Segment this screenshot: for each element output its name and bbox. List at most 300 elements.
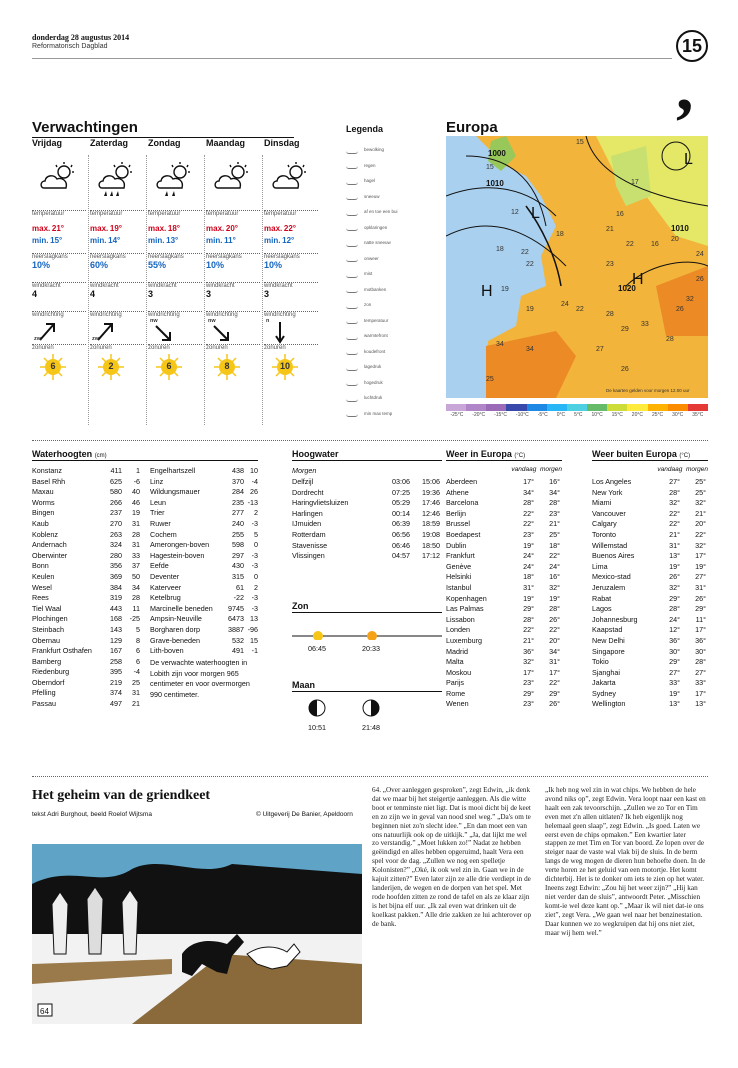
row-value: -3 [251, 561, 258, 571]
row-value: 18:50 [422, 540, 440, 550]
row-name: Stavenisse [292, 540, 328, 550]
row-value: 16° [549, 477, 560, 486]
table-row [150, 625, 258, 636]
scale-label: 10°C [591, 412, 603, 418]
legend-label: warmtefront [364, 333, 388, 339]
row-name: Berlijn [446, 508, 466, 518]
row-value: 19° [549, 593, 560, 603]
legend-symbol-icon [346, 378, 358, 386]
temp-label: temperatuur [148, 211, 181, 217]
row-value: 31° [549, 657, 560, 667]
row-value: 18:59 [422, 519, 440, 529]
row-value: 16° [549, 572, 560, 582]
table-row [592, 551, 706, 562]
legend-label: hogedruk [364, 379, 383, 385]
row-value: 32° [523, 657, 534, 667]
table-row [592, 625, 706, 636]
table-row [32, 540, 140, 551]
row-value: 31° [669, 540, 680, 550]
wind-label: windkracht [148, 283, 177, 289]
wind-label: windkracht [206, 283, 235, 289]
scale-swatch [486, 404, 506, 411]
legend-item [346, 173, 428, 189]
max-temp: 22° [283, 224, 297, 233]
row-name: Lagos [592, 604, 612, 614]
wind-arrow-box [206, 318, 260, 344]
table-row [150, 614, 258, 625]
row-name: Plochingen [32, 614, 68, 624]
day-name: Dinsdag [264, 138, 300, 148]
row-value: 26° [549, 699, 560, 709]
row-value: 28° [669, 487, 680, 497]
row-value: 2 [254, 508, 258, 518]
city-temperature: 26 [676, 306, 684, 313]
winddir-label: windrichting [90, 312, 122, 318]
city-temperature: 17 [631, 179, 639, 186]
table-row [446, 647, 560, 658]
table-row [446, 551, 560, 562]
row-value: 28° [695, 657, 706, 667]
sun-hours-label: zonuren [206, 345, 228, 351]
legend-symbol-icon [346, 301, 358, 309]
scale-label: 25°C [651, 412, 664, 418]
issue-date: donderdag 28 augustus 2014 [32, 33, 130, 42]
water-table-left [32, 466, 140, 710]
row-value: 497 [110, 699, 122, 709]
table-row [32, 487, 140, 498]
row-value: 129 [110, 635, 122, 645]
min-temp-row [148, 236, 202, 245]
table-row [32, 519, 140, 530]
table-row [32, 561, 140, 572]
table-row [32, 466, 140, 477]
row-value: 18° [549, 540, 560, 550]
sun-hours: 6 [166, 361, 172, 371]
row-value: 05:29 [392, 498, 410, 508]
row-value: 25° [695, 487, 706, 497]
table-row [150, 572, 258, 583]
row-value: 29° [669, 657, 680, 667]
row-value: 625 [110, 476, 122, 486]
table-row [592, 572, 706, 583]
min-temp-row [206, 236, 260, 245]
europe-col-headers [446, 466, 562, 473]
table-row [592, 657, 706, 668]
row-name: Frankfurt Osthafen [32, 646, 92, 656]
wind-force: 3 [148, 289, 154, 299]
city-temperature: 15 [486, 164, 494, 171]
row-value: 5 [136, 624, 140, 634]
city-temperature: 16 [616, 211, 624, 218]
table-row [32, 625, 140, 636]
story-copyright: © Uitgeverij De Banier, Apeldoorn [256, 811, 353, 818]
row-value: 28° [669, 604, 680, 614]
row-value: 34° [523, 487, 534, 497]
row-value: 26° [669, 572, 680, 582]
table-row [32, 508, 140, 519]
row-value: 491 [232, 646, 244, 656]
table-row [446, 625, 560, 636]
min-temp: 11° [224, 236, 236, 245]
high-pressure-marker: H [632, 271, 644, 288]
row-value: 443 [110, 603, 122, 613]
row-value: 20° [549, 635, 560, 645]
legend-item [346, 235, 428, 251]
row-value: 21° [695, 508, 706, 518]
scale-swatch [668, 404, 688, 411]
scale-swatch [688, 404, 708, 411]
table-row [32, 699, 140, 710]
table-row [592, 583, 706, 594]
table-row [32, 572, 140, 583]
table-row [592, 498, 706, 509]
row-value: 04:57 [392, 551, 410, 561]
row-value: 19:08 [422, 529, 440, 539]
max-temp-row [32, 224, 86, 233]
isobar-label: 1020 [618, 284, 636, 293]
city-temperature: 12 [511, 209, 519, 216]
legend-item [346, 282, 428, 298]
table-row [150, 646, 258, 657]
row-value: 40 [132, 487, 140, 497]
row-name: Bonn [32, 561, 49, 571]
city-temperature: 15 [576, 139, 584, 146]
scale-label: 20°C [631, 412, 643, 418]
table-row [592, 562, 706, 573]
row-name: Lissabon [446, 614, 475, 624]
col-today: vandaag [657, 466, 683, 473]
legend-label: opklaringen [364, 224, 388, 230]
row-name: Haringvlietsluizen [292, 498, 349, 508]
legend-list [346, 142, 428, 421]
row-value: 17° [695, 688, 706, 698]
row-name: Eefde [150, 561, 169, 571]
sun-rule [292, 612, 442, 613]
legend-symbol-icon [346, 363, 358, 371]
row-value: 21 [132, 699, 140, 709]
max-label: max. [264, 224, 283, 233]
row-value: 580 [110, 487, 122, 497]
row-name: Koblenz [32, 529, 58, 539]
row-value: 8 [136, 635, 140, 645]
row-name: Amerongen-boven [150, 540, 210, 550]
row-value: 22° [669, 519, 680, 529]
max-label: max. [32, 224, 51, 233]
row-value: 266 [110, 497, 122, 507]
wind-label: windkracht [90, 283, 119, 289]
water-rule [32, 460, 258, 461]
max-temp-row [148, 224, 202, 233]
forecast-day [206, 138, 260, 413]
sun-hours-badge [214, 354, 240, 380]
row-value: 46 [132, 497, 140, 507]
table-row [150, 551, 258, 562]
row-value: 19° [523, 540, 534, 550]
row-value: 26 [250, 487, 258, 497]
world-table [592, 477, 706, 710]
row-value: 240 [232, 518, 244, 528]
row-name: Pfelling [32, 688, 56, 698]
row-value: 50 [132, 571, 140, 581]
row-value: -3 [251, 593, 258, 603]
row-name: Vlissingen [292, 551, 325, 561]
story-text: 64. „Over aanleggen gesproken”, zegt Edwin, „ik denk dat we maar bij het steigertje aanleggen. Als die witte boot er tenminste niet ligt. Dat is mooi dicht bij de keet en zo zijn we in geval van nood snel weg.” „Da's om te beginnen niet zo'n slecht idee.” „En dan moet een van ons natuurlijk ook op de uitkijk.” „Ja, dat lijkt me wel zo verstandig.” „Moet lukken zo!” Nadat ze hebben geëindigd en alles hebben opgeruimd, haalt Vera een spel voor de dag. „Zullen we nog een spelletje Kolonisten?” „Oké, ik ook wel zin in. Gaan we in de kajuit zitten?” Even later zijn ze alle drie verdiept in de landerijen, de wegen en de dorpen van het spel. Met rode hoofden zitten ze rond de tafel en als ze klaar zijn is het bijna elf uur. „Ik zal even wat drinken uit de koelkast pakken.” Alle drie zakken ze lui achterover op de bank. [372, 786, 532, 928]
legend-symbol-icon [346, 347, 358, 355]
low-pressure-marker: L [684, 151, 693, 168]
row-name: Keulen [32, 571, 55, 581]
row-value: 30° [695, 646, 706, 656]
row-name: Andernach [32, 540, 67, 550]
map-credit: De kaarten gelden voor morgen 12.00 uur [606, 388, 690, 393]
row-name: Basel Rhh [32, 476, 66, 486]
column-divider [262, 155, 263, 425]
row-name: Wesel [32, 582, 52, 592]
row-value: 29° [695, 604, 706, 614]
row-value: 6 [136, 646, 140, 656]
sun-hours: 6 [50, 361, 56, 371]
city-temperature: 28 [606, 311, 614, 318]
story-title: Het geheim van de griendkeet [32, 788, 211, 803]
row-value: 258 [110, 656, 122, 666]
row-value: 395 [110, 667, 122, 677]
row-name: Marcinelle beneden [150, 603, 213, 613]
legend-label: onweer [364, 255, 379, 261]
row-value: 17° [695, 625, 706, 635]
row-value: 29° [523, 604, 534, 614]
day-name: Zondag [148, 138, 181, 148]
legend-item [346, 344, 428, 360]
row-value: 23° [523, 699, 534, 709]
row-name: Oberndorf [32, 677, 65, 687]
row-value: 19° [669, 688, 680, 698]
row-value: 29° [523, 688, 534, 698]
table-row [446, 689, 560, 700]
min-label: min. [264, 236, 281, 245]
row-value: 29° [549, 688, 560, 698]
precip-value: 60% [90, 260, 109, 270]
row-name: Deventer [150, 571, 180, 581]
legend-symbol-icon [346, 254, 358, 262]
legend-item [346, 251, 428, 267]
scale-label: 5°C [574, 412, 583, 418]
row-value: 370 [232, 476, 244, 486]
table-row [446, 509, 560, 520]
sun-hours: 2 [108, 361, 114, 371]
high-pressure-marker: H [481, 283, 493, 300]
precip-label: neerslagkans [206, 254, 242, 260]
table-row [292, 509, 440, 520]
table-row [32, 604, 140, 615]
world-unit: (°C) [679, 453, 691, 459]
table-row [446, 668, 560, 679]
temp-label: temperatuur [264, 211, 297, 217]
row-name: Buenos Aires [592, 551, 635, 561]
row-name: Obernau [32, 635, 60, 645]
table-row [446, 530, 560, 541]
row-value: 22° [523, 519, 534, 529]
max-label: max. [90, 224, 109, 233]
city-temperature: 21 [606, 226, 614, 233]
row-name: Tiel Waal [32, 603, 62, 613]
legend-label: natte sneeuw [364, 240, 391, 246]
row-value: 32° [669, 498, 680, 508]
row-value: 22° [523, 625, 534, 635]
table-row [150, 604, 258, 615]
precip-label: neerslagkans [90, 254, 126, 260]
precip-label: neerslagkans [148, 254, 184, 260]
table-row [592, 519, 706, 530]
row-name: Mexico-stad [592, 572, 631, 582]
row-value: 411 [110, 466, 122, 475]
table-row [150, 498, 258, 509]
row-value: 17° [695, 551, 706, 561]
row-name: Oberwinter [32, 550, 68, 560]
world-title-text: Weer buiten Europa [592, 449, 677, 459]
city-temperature: 34 [496, 341, 504, 348]
row-value: 37 [132, 561, 140, 571]
row-name: Wildungsmauer [150, 487, 200, 497]
max-temp-row [264, 224, 318, 233]
wind-arrow-box [148, 318, 202, 344]
row-value: 430 [232, 561, 244, 571]
wind-force: 3 [206, 289, 212, 299]
row-value: 532 [232, 635, 244, 645]
row-name: Londen [446, 625, 470, 635]
row-value: 22° [549, 678, 560, 688]
table-row [150, 487, 258, 498]
wind-direction: nw [150, 318, 158, 324]
row-name: Delfzijl [292, 477, 314, 486]
row-value: 36° [669, 635, 680, 645]
comma-logo: , [676, 49, 694, 126]
legend-item [346, 266, 428, 282]
row-value: 30° [669, 646, 680, 656]
tide-subtitle: Morgen [292, 466, 317, 475]
row-value: -3 [251, 550, 258, 560]
wind-force: 3 [264, 289, 270, 299]
water-unit: (cm) [94, 453, 107, 459]
row-name: Hagestein-boven [150, 550, 205, 560]
scale-label: 15°C [611, 412, 623, 418]
table-row [292, 498, 440, 509]
row-value: -25 [129, 614, 140, 624]
low-pressure-marker: L [531, 205, 540, 222]
row-name: New Delhi [592, 635, 625, 645]
legend-item [346, 375, 428, 391]
row-value: 29° [669, 593, 680, 603]
table-row [446, 615, 560, 626]
story-byline: tekst Adri Burghout, beeld Roelof Wijtsma [32, 811, 152, 818]
scale-swatch [446, 404, 466, 411]
row-name: Katerveer [150, 582, 182, 592]
row-value: 168 [110, 614, 122, 624]
city-temperature: 33 [641, 321, 649, 328]
scale-label: -5°C [537, 412, 548, 418]
row-name: Dordrecht [292, 487, 324, 497]
isobar-label: 1010 [671, 224, 689, 233]
winddir-label: windrichting [32, 312, 64, 318]
row-name: Kaapstad [592, 625, 623, 635]
city-temperature: 22 [626, 241, 634, 248]
row-value: -22 [233, 593, 244, 603]
row-value: 32° [669, 582, 680, 592]
row-value: 23° [523, 529, 534, 539]
legend-title: Legenda [346, 124, 384, 134]
forecast-day [90, 138, 144, 413]
row-name: Sjanghai [592, 667, 620, 677]
row-value: 36° [523, 646, 534, 656]
max-temp-row [90, 224, 144, 233]
sun-hours-badge [156, 354, 182, 380]
table-row [32, 551, 140, 562]
row-name: Cochem [150, 529, 177, 539]
row-name: Leun [150, 497, 166, 507]
table-row [292, 541, 440, 552]
row-name: Ketelbrug [150, 593, 181, 603]
row-value: 315 [232, 571, 244, 581]
city-temperature: 34 [526, 346, 534, 353]
newspaper-name: Reformatorisch Dagblad [32, 43, 108, 50]
legend-symbol-icon [346, 161, 358, 169]
table-row [446, 541, 560, 552]
row-name: Genève [446, 561, 472, 571]
row-name: New York [592, 487, 623, 497]
row-value: 32° [549, 582, 560, 592]
row-value: 28° [523, 614, 534, 624]
winddir-label: windrichting [206, 312, 238, 318]
world-col-headers [592, 466, 708, 473]
row-name: Athene [446, 487, 469, 497]
water-title-text: Waterhoogten [32, 449, 93, 459]
row-value: 13° [669, 551, 680, 561]
row-value: 21° [523, 635, 534, 645]
row-value: 21° [669, 529, 680, 539]
legend-label: af en toe een bui [364, 209, 398, 215]
legend-label: bewolking [364, 147, 385, 153]
city-temperature: 18 [556, 231, 564, 238]
table-row [292, 530, 440, 541]
wind-force: 4 [32, 289, 38, 299]
city-temperature: 22 [521, 249, 529, 256]
row-name: Riedenburg [32, 667, 70, 677]
story-text: „Ik heb nog wel zin in wat chips. We hebben de hele avond niks op”, zegt Edwin. Vera loopt naar een kast en haalt een zak tevoorschijn. „Zullen we zo Tor en Tim even met z'n allen uitlaten? Ik heb eigenlijk nog helemaal geen slaap”, zegt Edwin. „Is goed. Laten we eerst even de chips opmaken.” Een kwartier later stappen ze met Tim en Tor van boord. Ze lopen over de steiger naar de vaste wal vlak bij de sluis. In de berm langs de weg mogen de dieren hun behoefte doen. In de verte horen ze het geluid van een motortje. Het komt dichterbij. Het is te donker om iets te zien op het water. Ineens zegt Edwin: „Zou hij het weer zijn?” „Hij kan niet verder dan de sluis”, antwoordt Peter. „Misschien komt-ie wel deze kant op.” „Maar ik wil niet dat-ie ons ziet”, zegt Vera. „We gaan wel naar het benzinestation. Daar kunnen we zo wegkruipen dat hij ons niet ziet, maar wij hem wel.” [545, 786, 706, 937]
col-tomorrow: morgen [685, 466, 708, 473]
wind-force: 4 [90, 289, 96, 299]
wind-arrow-box [32, 318, 86, 344]
table-row [446, 572, 560, 583]
row-value: 19:36 [422, 487, 440, 497]
row-name: Rees [32, 593, 49, 603]
column-divider [146, 155, 147, 425]
legend-item [346, 142, 428, 158]
row-value: 33 [132, 550, 140, 560]
row-value: 20° [695, 519, 706, 529]
min-label: min. [206, 236, 223, 245]
wind-arrow-box [264, 318, 318, 344]
row-name: Wenen [446, 699, 469, 709]
row-value: 18° [523, 572, 534, 582]
row-name: Calgary [592, 519, 617, 529]
row-value: 237 [110, 508, 122, 518]
row-value: 32° [695, 498, 706, 508]
sun-hours-label: zonuren [90, 345, 112, 351]
city-temperature: 24 [696, 251, 704, 258]
table-row [592, 615, 706, 626]
row-value: 384 [110, 582, 122, 592]
row-value: 27° [695, 572, 706, 582]
city-temperature: 19 [526, 306, 534, 313]
table-row [446, 678, 560, 689]
